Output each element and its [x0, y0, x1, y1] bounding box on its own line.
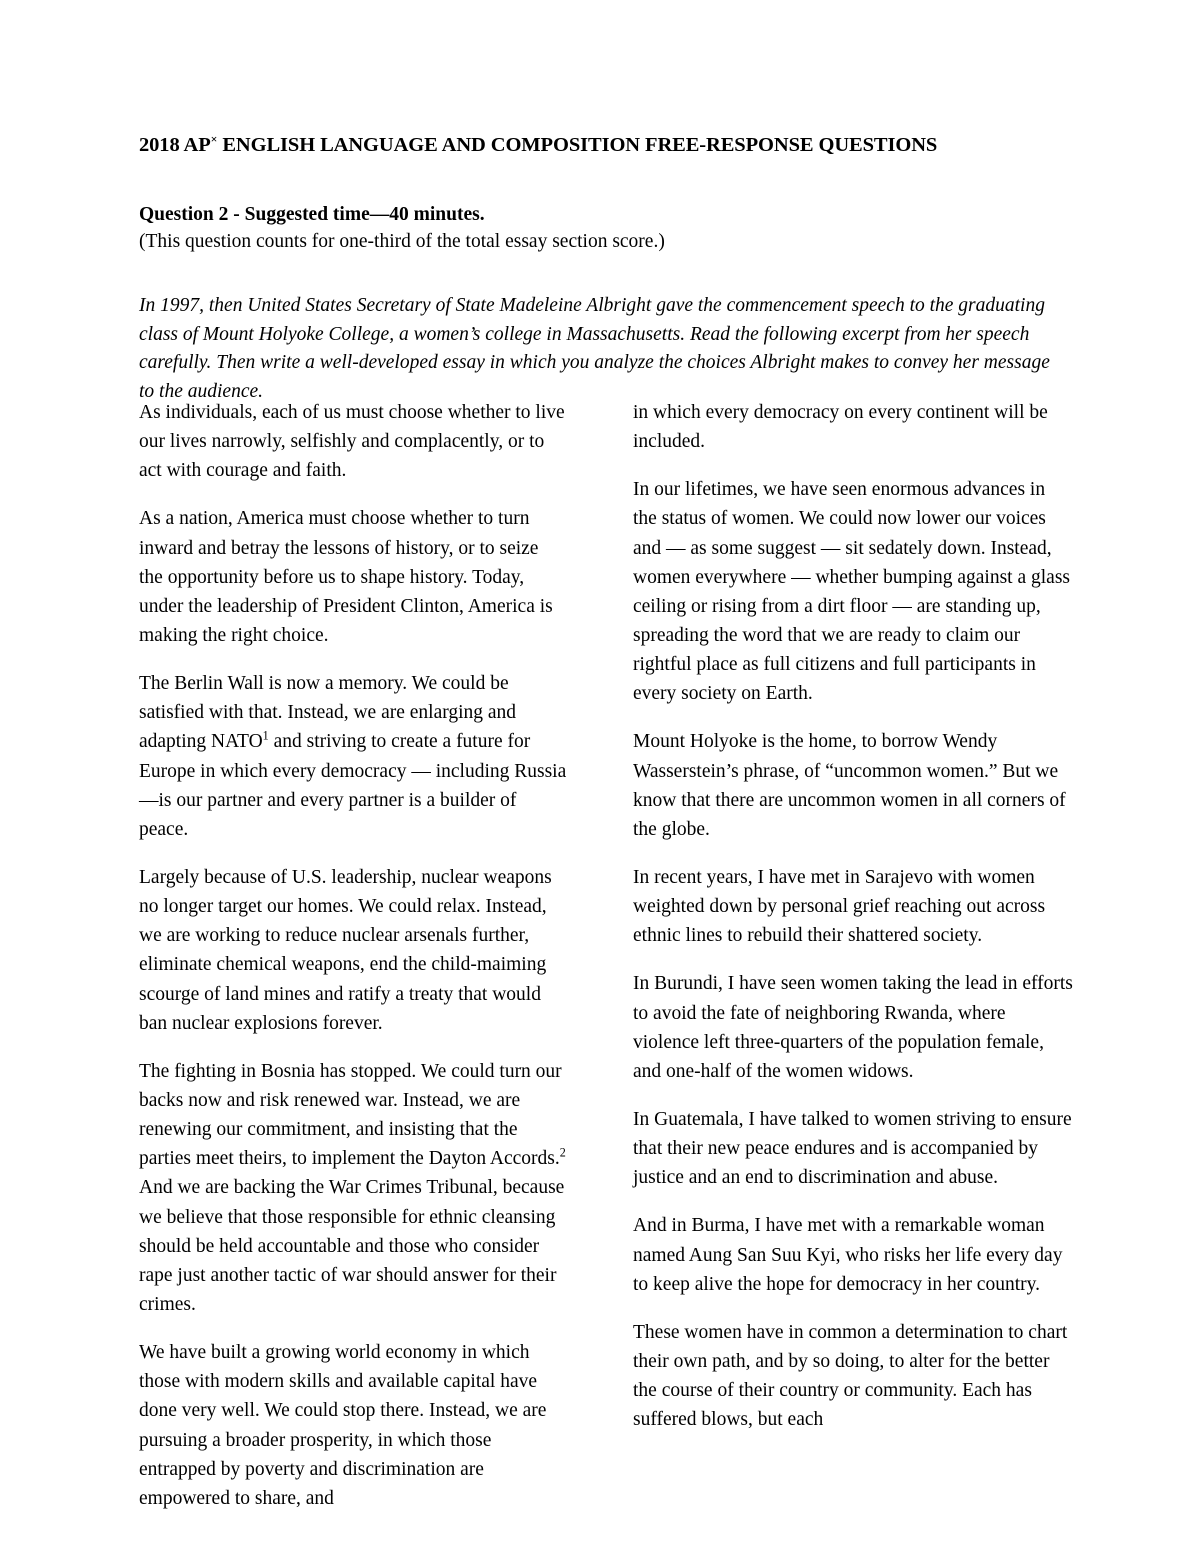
footnote-marker: 1 [262, 728, 269, 743]
excerpt-paragraph [139, 398, 567, 485]
paragraph-text: In Guatemala, I have talked to women striving to ensure that their new peace endures and is accompanied by justice and an end to discrimination and abuse. [633, 1108, 1072, 1189]
paragraph-text: In Burundi, I have seen women taking the lead in efforts to avoid the fate of neighboring Rwanda, where violence left three-quarters of the population female, and one-half of the women widows. [633, 973, 1073, 1082]
question-header [139, 201, 1069, 256]
paragraph-text: As a nation, America must choose whether to turn inward and betray the lessons of history, or to seize the opportunity before us to shape history. Today, under the leadership of President Clinton, America is making the right choice. [139, 508, 553, 646]
paragraph-text: These women have in common a determination to chart their own path, and by so doing, to alter for the better the course of their country or community. Each has suffered blows, but each [633, 1321, 1068, 1431]
excerpt-paragraph [139, 863, 567, 1038]
paragraph-text-continued: and striving to create a future for Europe in which every democracy — including Russia —is our partner and every partner is a builder of peace. [139, 731, 567, 840]
paragraph-text: The Berlin Wall is now a memory. We could be satisfied with that. Instead, we are enlarging and adapting NATO [139, 673, 517, 753]
excerpt-paragraph [633, 398, 1073, 456]
paragraph-text: In our lifetimes, we have seen enormous advances in the status of women. We could now lower our voices and — as some suggest — sit sedately down. Instead, women everywhere — whether bumping against a glass ceiling or rising from a dirt floor — are standing up, spreading the word that we are ready to claim our rightful place as full citizens and full participants in every society on Earth. [633, 479, 1070, 705]
paragraph-text-continued: And we are backing the War Crimes Tribunal, because we believe that those responsible for ethnic cleansing should be held accountable and those who consider rape just another tactic of war should answer for their crimes. [139, 1177, 565, 1315]
excerpt-paragraph [139, 1057, 567, 1319]
excerpt-paragraph [633, 727, 1073, 844]
question-heading: Question 2 - Suggested time—40 minutes. [139, 203, 485, 225]
paragraph-text: in which every democracy on every continent will be included. [633, 402, 1048, 453]
excerpt-paragraph [633, 863, 1073, 950]
page-title-trademark-mark: × [210, 132, 218, 147]
excerpt-paragraph [633, 1318, 1073, 1435]
paragraph-text: Largely because of U.S. leadership, nuclear weapons no longer target our homes. We could relax. Instead, we are working to reduce nuclear arsenals further, eliminate chemical weapons, end the child-maiming scourge of land mines and ratify a treaty that would ban nuclear explosions forever. [139, 866, 552, 1034]
document-header [139, 133, 1069, 406]
paragraph-text: Mount Holyoke is the home, to borrow Wendy Wasserstein’s phrase, of “uncommon women.” But we know that there are uncommon women in all corners of the globe. [633, 731, 1066, 840]
excerpt-paragraph [139, 504, 567, 650]
prompt-paragraph: In 1997, then United States Secretary of State Madeleine Albright gave the commencement speech to the graduating class of Mount Holyoke College, a women’s college in Massachusetts. Read the following excerpt from her speech carefully. Then write a well-developed essay in which you analyze the choices Albright makes to convey her message to the audience. [139, 295, 1050, 402]
page-title-rest: ENGLISH LANGUAGE AND COMPOSITION FREE-RESPONSE QUESTIONS [217, 134, 938, 156]
page-title [139, 133, 1069, 159]
footnote-marker: 2 [559, 1145, 566, 1160]
page-title-prefix: 2018 AP [139, 134, 211, 156]
excerpt-left-column [139, 398, 567, 1513]
paragraph-text: We have built a growing world economy in which those with modern skills and available capital have done very well. We could stop there. Instead, we are pursuing a broader prosperity, in which those entrapped by poverty and discrimination are empowered to share, and [139, 1342, 547, 1509]
excerpt-paragraph [633, 969, 1073, 1086]
excerpt-paragraph [633, 1105, 1073, 1192]
excerpt-paragraph [633, 475, 1073, 708]
paragraph-text: And in Burma, I have met with a remarkable woman named Aung San Suu Kyi, who risks her life every day to keep alive the hope for democracy in her country. [633, 1215, 1063, 1295]
excerpt-paragraph [633, 1211, 1073, 1298]
paragraph-text: The fighting in Bosnia has stopped. We could turn our backs now and risk renewed war. Instead, we are renewing our commitment, and insisting that the parties meet theirs, to implement the Dayton Accords. [139, 1060, 562, 1170]
question-subheading: (This question counts for one-third of the total essay section score.) [139, 231, 665, 253]
excerpt-paragraph [139, 1338, 567, 1513]
paragraph-text: In recent years, I have met in Sarajevo with women weighted down by personal grief reaching out across ethnic lines to rebuild their shattered society. [633, 866, 1046, 947]
excerpt-right-column [633, 398, 1073, 1434]
paragraph-text: As individuals, each of us must choose whether to live our lives narrowly, selfishly and complacently, or to act with courage and faith. [139, 402, 565, 482]
excerpt-paragraph [139, 669, 567, 844]
